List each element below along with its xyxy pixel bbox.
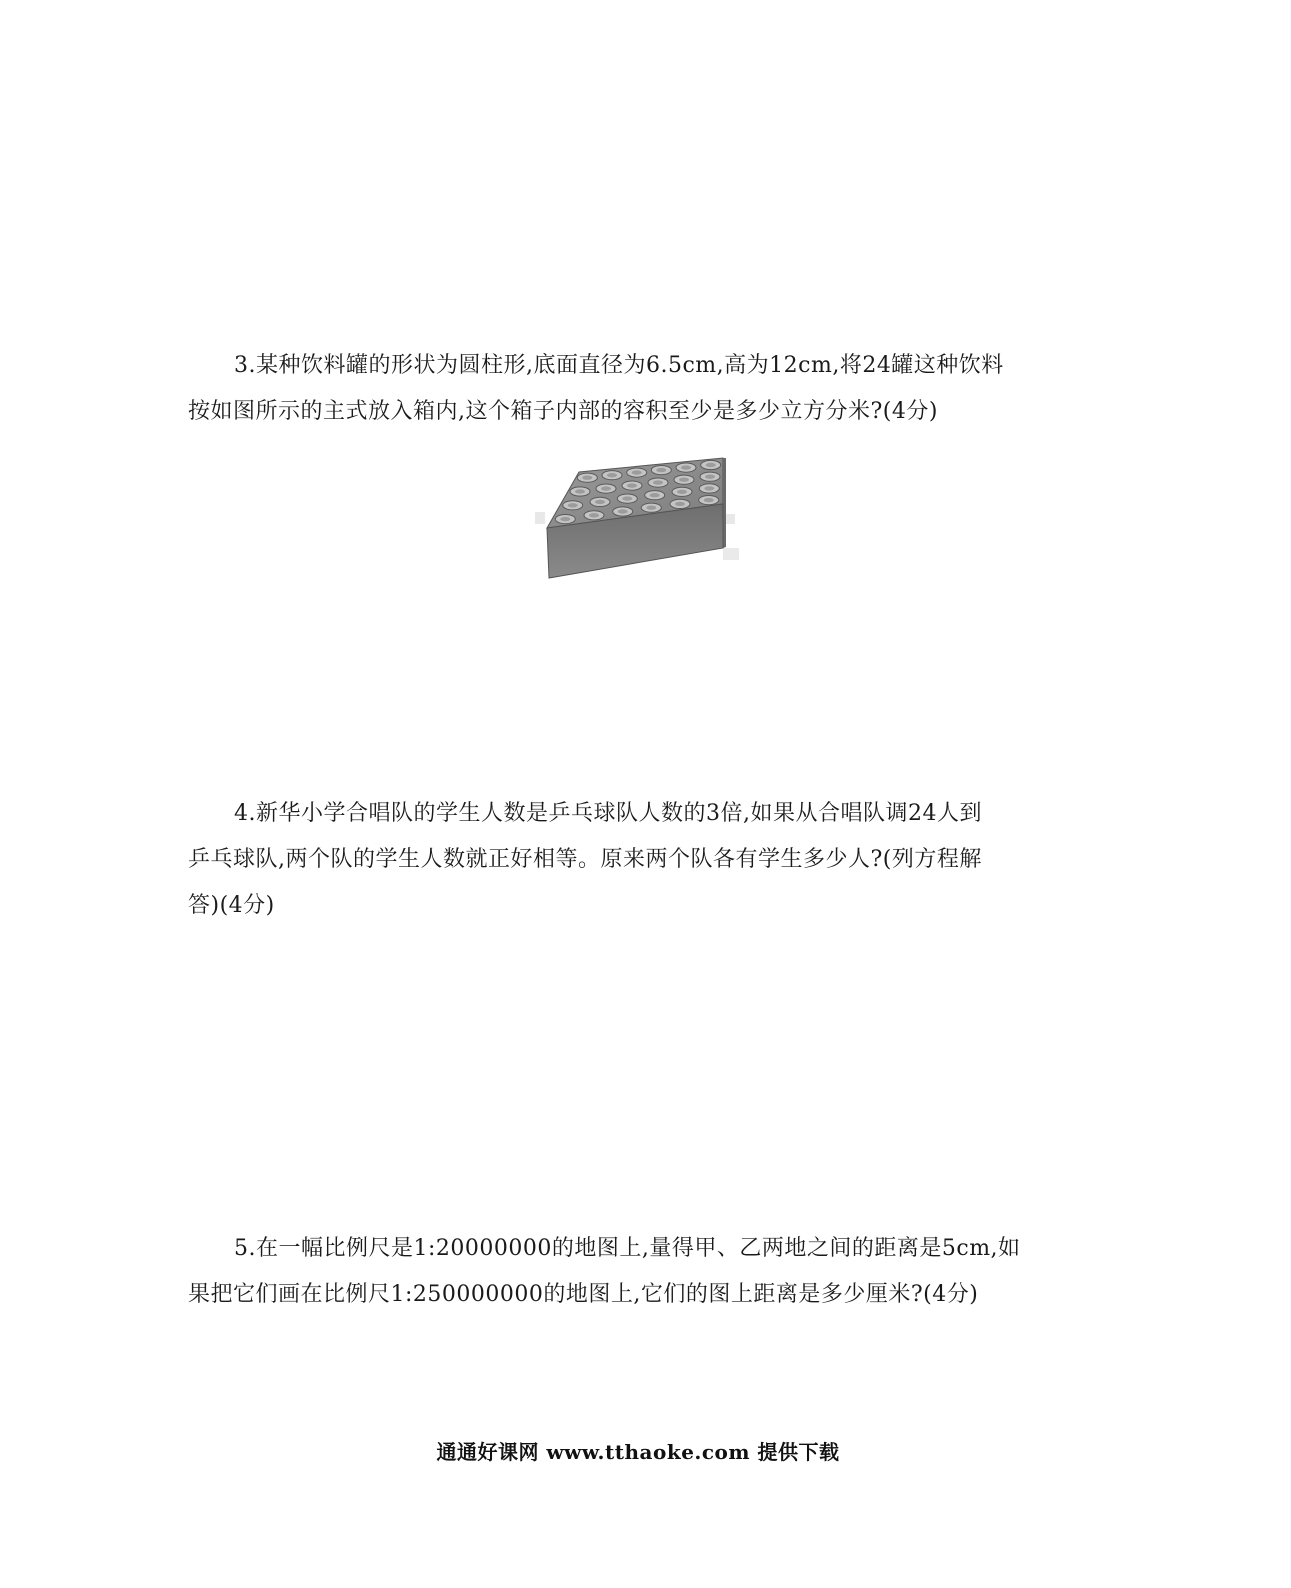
question-4-line-2: 乒乓球队,两个队的学生人数就正好相等。原来两个队各有学生多少人?(列方程解 [188,847,982,872]
can-lid-3-0 [560,517,570,521]
question-3-line-2: 按如图所示的主式放入箱内,这个箱子内部的容积至少是多少立方分米?(4分) [188,399,938,424]
can-lid-0-3 [656,468,666,472]
can-lid-0-5 [706,463,716,467]
question-5-line-1: 5.在一幅比例尺是1:20000000的地图上,量得甲、乙两地之间的距离是5cm,如 [234,1236,1021,1261]
can-box-figure [535,452,740,592]
can-lid-1-3 [653,480,663,484]
can-lid-2-1 [595,500,605,504]
can-lid-0-0 [582,476,592,480]
can-lid-3-5 [704,498,714,502]
can-lid-2-0 [568,503,578,507]
can-lid-3-4 [675,502,685,506]
can-lid-3-3 [646,506,656,510]
can-lid-1-2 [627,483,637,487]
footer-download-notice: 通通好课网 www.tthaoke.com 提供下载 [436,1440,840,1464]
can-lid-0-2 [632,470,642,474]
can-lid-2-2 [622,496,632,500]
question-3 [188,343,1088,435]
can-lid-1-5 [705,475,715,479]
can-lid-3-1 [589,513,599,517]
can-lid-3-2 [618,509,628,513]
can-lid-2-3 [650,493,660,497]
question-4 [188,791,1088,929]
question-4-line-1: 4.新华小学合唱队的学生人数是乒乓球队人数的3倍,如果从合唱队调24人到 [234,801,982,826]
question-5 [188,1226,1088,1318]
question-4-line-3: 答)(4分) [188,893,275,918]
can-lid-1-0 [575,489,585,493]
question-5-line-2: 果把它们画在比例尺1:250000000的地图上,它们的图上距离是多少厘米?(4分) [188,1282,979,1307]
can-lid-1-1 [601,486,611,490]
can-lid-2-4 [677,490,687,494]
can-lid-1-4 [679,478,689,482]
can-lid-0-1 [607,473,617,477]
question-3-line-1: 3.某种饮料罐的形状为圆柱形,底面直径为6.5cm,高为12cm,将24罐这种饮料 [234,353,1004,378]
can-lid-2-5 [704,486,714,490]
can-box-illustration [535,452,740,592]
can-lid-0-4 [681,465,691,469]
